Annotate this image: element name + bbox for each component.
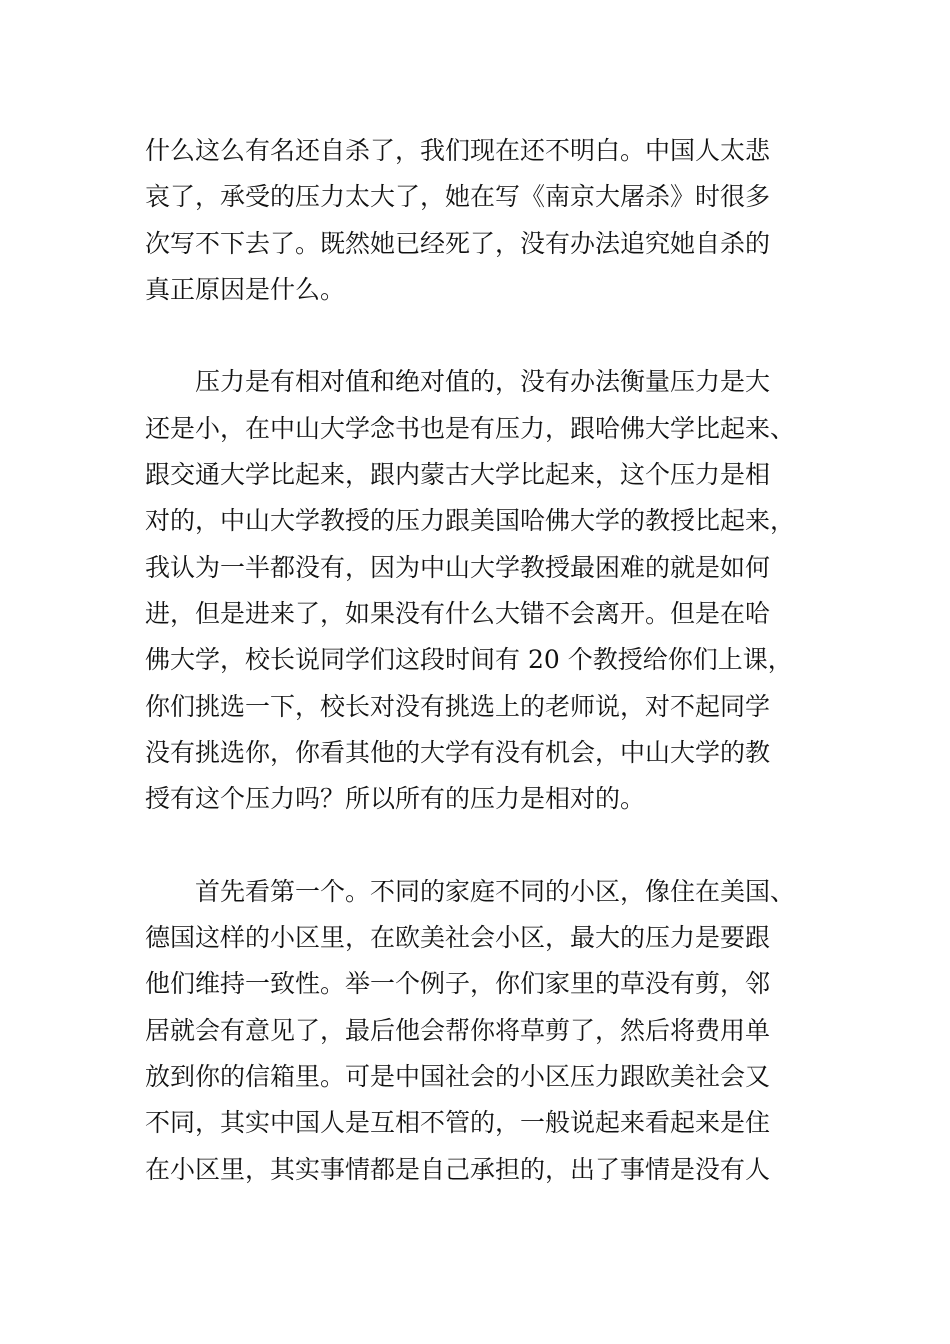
- paragraph-1: [145, 128, 795, 313]
- text-line: 不同，其实中国人是互相不管的，一般说起来看起来是住: [145, 1108, 771, 1138]
- text-line: 在小区里，其实事情都是自己承担的，出了事情是没有人: [145, 1154, 771, 1184]
- text-line: 佛大学，校长说同学们这段时间有 20 个教授给你们上课，: [145, 645, 793, 675]
- text-line: 授有这个压力吗？所以所有的压力是相对的。: [145, 784, 646, 814]
- paragraph-spacer: [145, 313, 795, 359]
- text-line: 进，但是进来了，如果没有什么大错不会离开。但是在哈: [145, 598, 771, 628]
- body-text: [145, 128, 795, 1193]
- paragraph-3: [145, 869, 795, 1193]
- text-line: 次写不下去了。既然她已经死了，没有办法追究她自杀的: [145, 228, 771, 258]
- text-line: 你们挑选一下，校长对没有挑选上的老师说，对不起同学: [145, 691, 771, 721]
- text-line: 德国这样的小区里，在欧美社会小区，最大的压力是要跟: [145, 923, 771, 953]
- text-line: 跟交通大学比起来，跟内蒙古大学比起来，这个压力是相: [145, 460, 771, 490]
- paragraph-spacer: [145, 822, 795, 868]
- text-line: 哀了，承受的压力太大了，她在写《南京大屠杀》时很多: [145, 182, 771, 212]
- paragraph-2: [145, 359, 795, 822]
- text-line: 真正原因是什么。: [145, 274, 346, 304]
- text-line: 对的，中山大学教授的压力跟美国哈佛大学的教授比起来，: [145, 506, 796, 536]
- text-line: 没有挑选你，你看其他的大学有没有机会，中山大学的教: [145, 737, 771, 767]
- text-line: 还是小，在中山大学念书也是有压力，跟哈佛大学比起来、: [145, 413, 796, 443]
- text-line: 他们维持一致性。举一个例子，你们家里的草没有剪，邻: [145, 969, 771, 999]
- text-line: 放到你的信箱里。可是中国社会的小区压力跟欧美社会又: [145, 1061, 771, 1091]
- text-line: 我认为一半都没有，因为中山大学教授最困难的就是如何: [145, 552, 771, 582]
- text-line: 首先看第一个。不同的家庭不同的小区，像住在美国、: [145, 876, 796, 906]
- text-line: 居就会有意见了，最后他会帮你将草剪了，然后将费用单: [145, 1015, 771, 1045]
- text-line: 什么这么有名还自杀了，我们现在还不明白。中国人太悲: [145, 136, 771, 165]
- text-line: 压力是有相对值和绝对值的，没有办法衡量压力是大: [145, 367, 771, 397]
